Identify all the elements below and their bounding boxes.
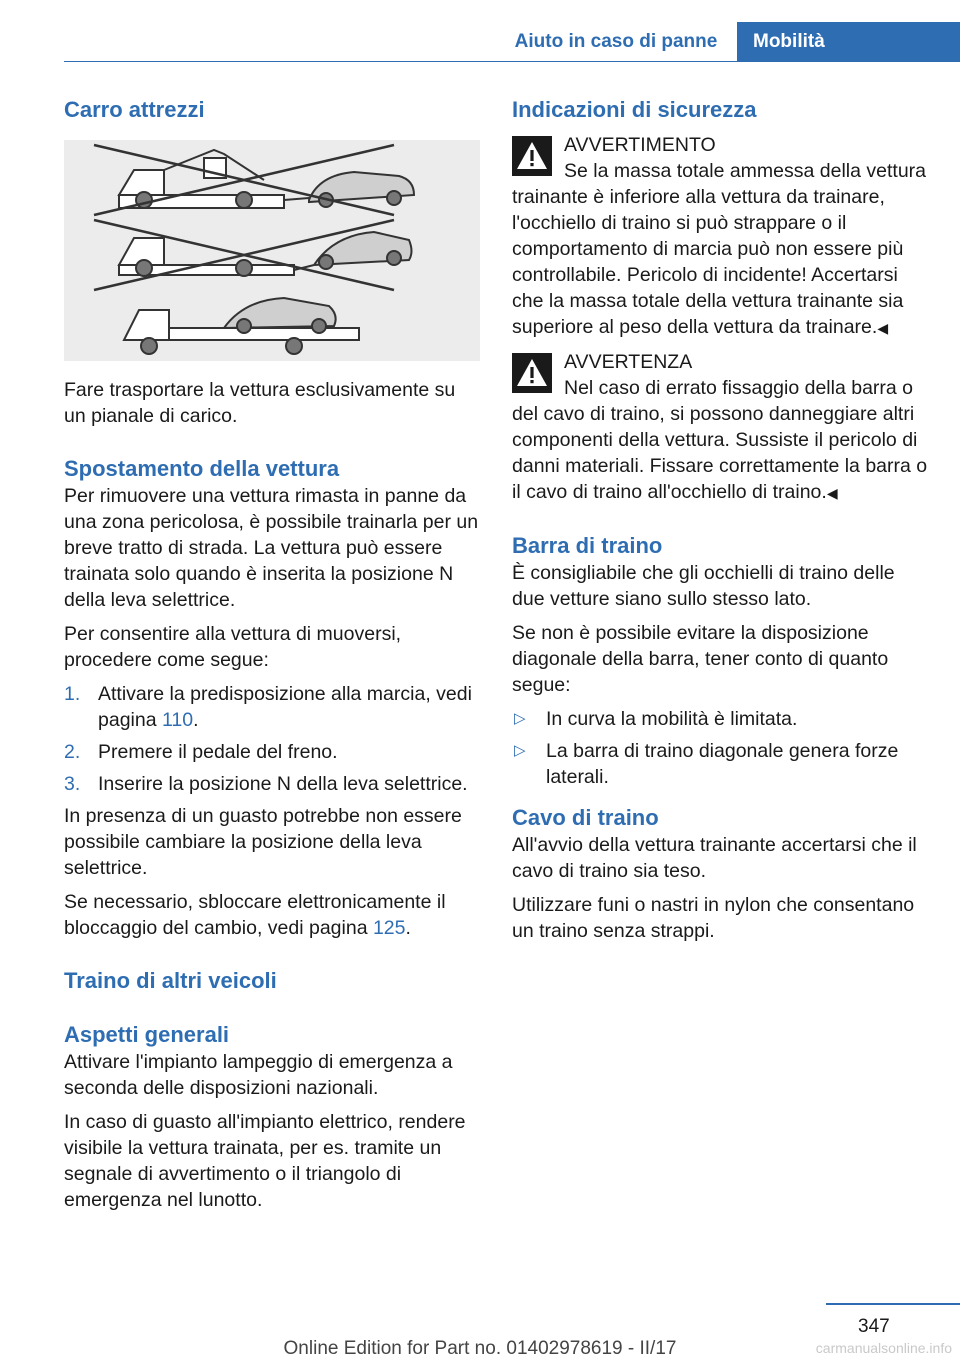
step-text: Attivare la predisposizione alla marcia, vedi pagina [98, 683, 472, 731]
warning-title-2: AVVERTENZA [564, 351, 693, 373]
header-rule [64, 61, 960, 62]
paragraph-barra-1: È consigliabile che gli occhielli di traino delle due vetture siano sullo stesso lato. [512, 562, 895, 610]
tow-truck-illustration [64, 140, 480, 361]
step-text-end: . [193, 709, 199, 731]
header-bar [0, 0, 960, 62]
heading-carro-attrezzi: Carro attrezzi [64, 97, 205, 122]
warning-icon [512, 353, 552, 393]
left-column [64, 96, 480, 1213]
end-mark-icon: ◀ [826, 485, 838, 501]
heading-spostamento: Spostamento della vettura [64, 456, 340, 481]
warning-block-2 [512, 349, 930, 506]
bullet-list [512, 706, 930, 790]
warning-text: Nel caso di errato fissaggio della barra o del cavo di traino, si possono danneggiare altri componenti della vettura. Sussiste il pericolo di danni materiali. Fissare correttamente la barra o il cavo di traino all'occhiello di traino. [512, 377, 928, 503]
paragraph-spostamento-3: In presenza di un guasto potrebbe non essere possibile cambiare la posizione della leva selettrice. [64, 805, 462, 879]
list-item [512, 706, 930, 732]
list-item [512, 738, 930, 790]
heading-traino-altri: Traino di altri veicoli [64, 968, 277, 993]
chapter-tab[interactable]: Mobilità [737, 22, 960, 62]
warning-title-1: AVVERTIMENTO [564, 134, 716, 156]
paragraph-cavo-2: Utilizzare funi o nastri in nylon che consentano un traino senza strappi. [512, 894, 915, 942]
paragraph-carro: Fare trasportare la vettura esclusivamente su un pianale di carico. [64, 379, 456, 427]
paragraph-barra-2: Se non è possibile evitare la disposizione diagonale della barra, tener conto di quanto segue: [512, 622, 889, 696]
warning-text: Se la massa totale ammessa della vettura trainante è inferiore alla vettura da trainare, l'occhiello di traino si può strappare o il comportamento di marcia può non essere più controllabile. Pericolo di incidente! Accertarsi che la massa totale della vettura trainante sia superiore al peso della vettura da trainare. [512, 160, 927, 338]
paragraph-aspetti-1: Attivare l'impianto lampeggio di emergenza a seconda delle disposizioni nazionali. [64, 1051, 453, 1099]
paragraph-aspetti-2: In caso di guasto all'impianto elettrico, rendere visibile la vettura trainata, per es. tramite un segnale di avvertimento o il triangolo di emergenza nel lunotto. [64, 1111, 466, 1211]
page-link-125[interactable]: 125 [372, 917, 406, 939]
step-list [64, 681, 480, 797]
paragraph-cavo-1: All'avvio della vettura trainante accertarsi che il cavo di traino sia teso. [512, 834, 917, 882]
paragraph-text: Se necessario, sbloccare elettronicamente il bloccaggio del cambio, vedi pagina [64, 891, 446, 939]
step-text: Inserire la posizione N della leva selettrice. [98, 773, 468, 795]
paragraph-spostamento-2: Per consentire alla vettura di muoversi, procedere come segue: [64, 623, 402, 671]
tow-truck-image [64, 140, 480, 361]
step-number: 3. [64, 773, 81, 795]
right-column [512, 96, 930, 944]
step-number: 2. [64, 741, 81, 763]
end-mark-icon: ◀ [877, 320, 889, 336]
warning-text-2 [512, 375, 930, 506]
bullet-text: La barra di traino diagonale genera forze laterali. [546, 740, 899, 788]
list-item [64, 681, 480, 733]
heading-aspetti-generali: Aspetti generali [64, 1022, 230, 1047]
warning-block-1 [512, 132, 930, 341]
step-text: Premere il pedale del freno. [98, 741, 338, 763]
page-link-110[interactable]: 110 [161, 709, 194, 731]
watermark: carmanualsonline.info [815, 1340, 952, 1356]
bullet-text: In curva la mobilità è limitata. [546, 708, 798, 730]
section-tab[interactable]: Aiuto in caso di panne [514, 31, 718, 52]
step-number: 1. [64, 683, 81, 705]
paragraph-spostamento-1: Per rimuovere una vettura rimasta in panne da una zona pericolosa, è possibile trainarla per un breve tratto di strada. La vettura può essere trainata solo quando è inserita la posizione N della leva selettrice. [64, 485, 479, 611]
paragraph-spostamento-4 [64, 889, 480, 941]
bullet-triangle-icon: ▷ [514, 710, 526, 727]
page-number: 347 [858, 1316, 890, 1337]
edition-footer: Online Edition for Part no. 01402978619 - II/17 [283, 1338, 677, 1359]
warning-icon [512, 136, 552, 176]
footer-rule [826, 1303, 960, 1305]
warning-text-1 [512, 158, 930, 341]
heading-barra-traino: Barra di traino [512, 533, 663, 558]
heading-cavo-traino: Cavo di traino [512, 805, 659, 830]
paragraph-text-end: . [405, 917, 411, 939]
bullet-triangle-icon: ▷ [514, 742, 526, 759]
list-item [64, 739, 480, 765]
heading-sicurezza: Indicazioni di sicurezza [512, 97, 757, 122]
list-item [64, 771, 480, 797]
